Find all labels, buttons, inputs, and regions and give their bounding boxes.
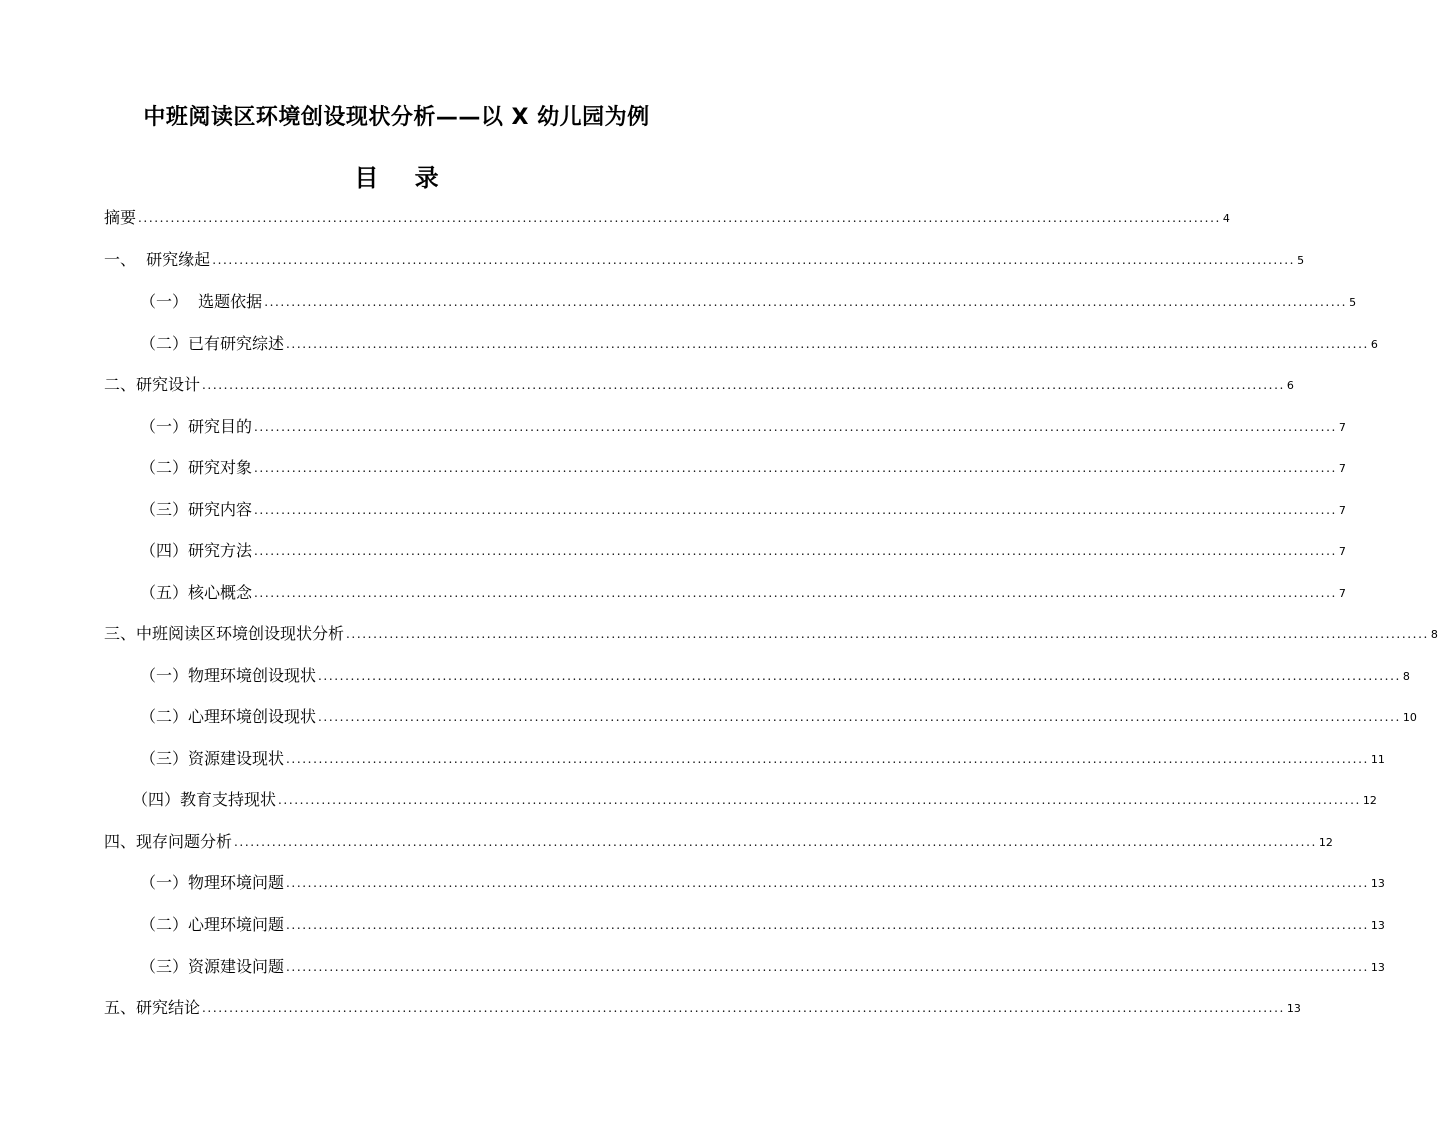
toc-heading: 目 录 xyxy=(354,164,439,192)
toc-entry-page: 6 xyxy=(1286,379,1294,392)
document-title: 中班阅读区环境创设现状分析——以 X 幼儿园为例 xyxy=(143,105,650,130)
toc-entry-label: （一） 选题依据 xyxy=(140,292,263,311)
toc-entry-page: 12 xyxy=(1318,836,1333,849)
toc-entry-label: （三）资源建设现状 xyxy=(140,749,285,768)
toc-entry-abstract[interactable] xyxy=(104,207,1230,229)
toc-leader-dots: ........................................................................................................................................................................................................ xyxy=(254,503,1337,517)
toc-entry-section-4[interactable] xyxy=(104,831,1333,853)
toc-entry-section-2-4[interactable] xyxy=(140,540,1346,562)
toc-leader-dots: ........................................................................................................................................................................................................ xyxy=(346,627,1429,641)
toc-entry-label: （三）研究内容 xyxy=(140,500,253,519)
toc-entry-label: （二）心理环境问题 xyxy=(140,915,285,934)
toc-entry-label: （二）心理环境创设现状 xyxy=(140,707,317,726)
toc-entry-section-2-2[interactable] xyxy=(140,457,1346,479)
toc-entry-section-3-3[interactable] xyxy=(140,748,1385,770)
toc-entry-page: 5 xyxy=(1349,296,1357,309)
toc-entry-section-2-1[interactable] xyxy=(140,416,1346,438)
toc-entry-label: （一）物理环境问题 xyxy=(140,873,285,892)
toc-leader-dots: ........................................................................................................................................................................................................ xyxy=(212,253,1296,267)
toc-leader-dots: ........................................................................................................................................................................................................ xyxy=(318,669,1401,683)
toc-entry-label: 一、 研究缘起 xyxy=(104,250,211,269)
toc-entry-page: 13 xyxy=(1286,1002,1301,1015)
toc-leader-dots: ........................................................................................................................................................................................................ xyxy=(264,295,1348,309)
toc-entry-label: （五）核心概念 xyxy=(140,583,253,602)
toc-entry-label: （四）研究方法 xyxy=(140,541,253,560)
toc-entry-page: 6 xyxy=(1370,338,1378,351)
toc-entry-label: 三、中班阅读区环境创设现状分析 xyxy=(104,624,345,643)
toc-entry-label: （二）已有研究综述 xyxy=(140,334,285,353)
toc-entry-label: 二、研究设计 xyxy=(104,375,201,394)
toc-leader-dots: ........................................................................................................................................................................................................ xyxy=(138,211,1221,225)
toc-entry-page: 7 xyxy=(1338,421,1346,434)
toc-leader-dots: ........................................................................................................................................................................................................ xyxy=(254,586,1337,600)
toc-entry-page: 8 xyxy=(1402,670,1410,683)
toc-entry-section-4-2[interactable] xyxy=(140,914,1385,936)
toc-entry-section-4-3[interactable] xyxy=(140,956,1385,978)
toc-entry-label: （一）物理环境创设现状 xyxy=(140,666,317,685)
toc-entry-label: （二）研究对象 xyxy=(140,458,253,477)
toc-entry-label: （三）资源建设问题 xyxy=(140,957,285,976)
toc-leader-dots: ........................................................................................................................................................................................................ xyxy=(202,1001,1285,1015)
toc-leader-dots: ........................................................................................................................................................................................................ xyxy=(286,337,1369,351)
toc-entry-section-3-1[interactable] xyxy=(140,665,1410,687)
toc-leader-dots: ........................................................................................................................................................................................................ xyxy=(286,918,1369,932)
toc-entry-page: 8 xyxy=(1430,628,1438,641)
toc-entry-label: （一）研究目的 xyxy=(140,417,253,436)
toc-entry-page: 5 xyxy=(1297,254,1305,267)
toc-entry-section-1-1[interactable] xyxy=(140,291,1357,313)
toc-entry-page: 13 xyxy=(1370,919,1385,932)
toc-leader-dots: ........................................................................................................................................................................................................ xyxy=(202,378,1285,392)
toc-entry-page: 12 xyxy=(1362,794,1377,807)
toc-entry-page: 11 xyxy=(1370,753,1385,766)
toc-entry-page: 13 xyxy=(1370,877,1385,890)
toc-entry-label: 四、现存问题分析 xyxy=(104,832,233,851)
toc-entry-section-5[interactable] xyxy=(104,997,1301,1019)
toc-leader-dots: ........................................................................................................................................................................................................ xyxy=(286,876,1369,890)
toc-leader-dots: ........................................................................................................................................................................................................ xyxy=(286,960,1369,974)
toc-entry-section-2-5[interactable] xyxy=(140,582,1346,604)
toc-entry-section-3[interactable] xyxy=(104,623,1438,645)
toc-entry-page: 7 xyxy=(1338,587,1346,600)
toc-entry-section-2-3[interactable] xyxy=(140,499,1346,521)
toc-entry-label: 摘要 xyxy=(104,208,137,227)
toc-entry-section-1[interactable] xyxy=(104,249,1305,271)
toc-entry-section-3-2[interactable] xyxy=(140,706,1417,728)
toc-leader-dots: ........................................................................................................................................................................................................ xyxy=(278,793,1361,807)
toc-entry-label: （四）教育支持现状 xyxy=(132,790,277,809)
toc-entry-label: 五、研究结论 xyxy=(104,998,201,1017)
toc-entry-section-1-2[interactable] xyxy=(140,333,1378,355)
toc-entry-page: 7 xyxy=(1338,504,1346,517)
toc-entry-page: 4 xyxy=(1222,212,1230,225)
toc-entry-section-2[interactable] xyxy=(104,374,1294,396)
toc-entry-section-3-4[interactable] xyxy=(132,789,1377,811)
toc-entry-page: 7 xyxy=(1338,545,1346,558)
toc-entry-section-4-1[interactable] xyxy=(140,872,1385,894)
toc-leader-dots: ........................................................................................................................................................................................................ xyxy=(318,710,1401,724)
toc-leader-dots: ........................................................................................................................................................................................................ xyxy=(254,420,1337,434)
toc-leader-dots: ........................................................................................................................................................................................................ xyxy=(254,461,1337,475)
toc-entry-page: 7 xyxy=(1338,462,1346,475)
toc-entry-page: 13 xyxy=(1370,961,1385,974)
toc-leader-dots: ........................................................................................................................................................................................................ xyxy=(286,752,1369,766)
toc-leader-dots: ........................................................................................................................................................................................................ xyxy=(234,835,1317,849)
toc-entry-page: 10 xyxy=(1402,711,1417,724)
toc-leader-dots: ........................................................................................................................................................................................................ xyxy=(254,544,1337,558)
